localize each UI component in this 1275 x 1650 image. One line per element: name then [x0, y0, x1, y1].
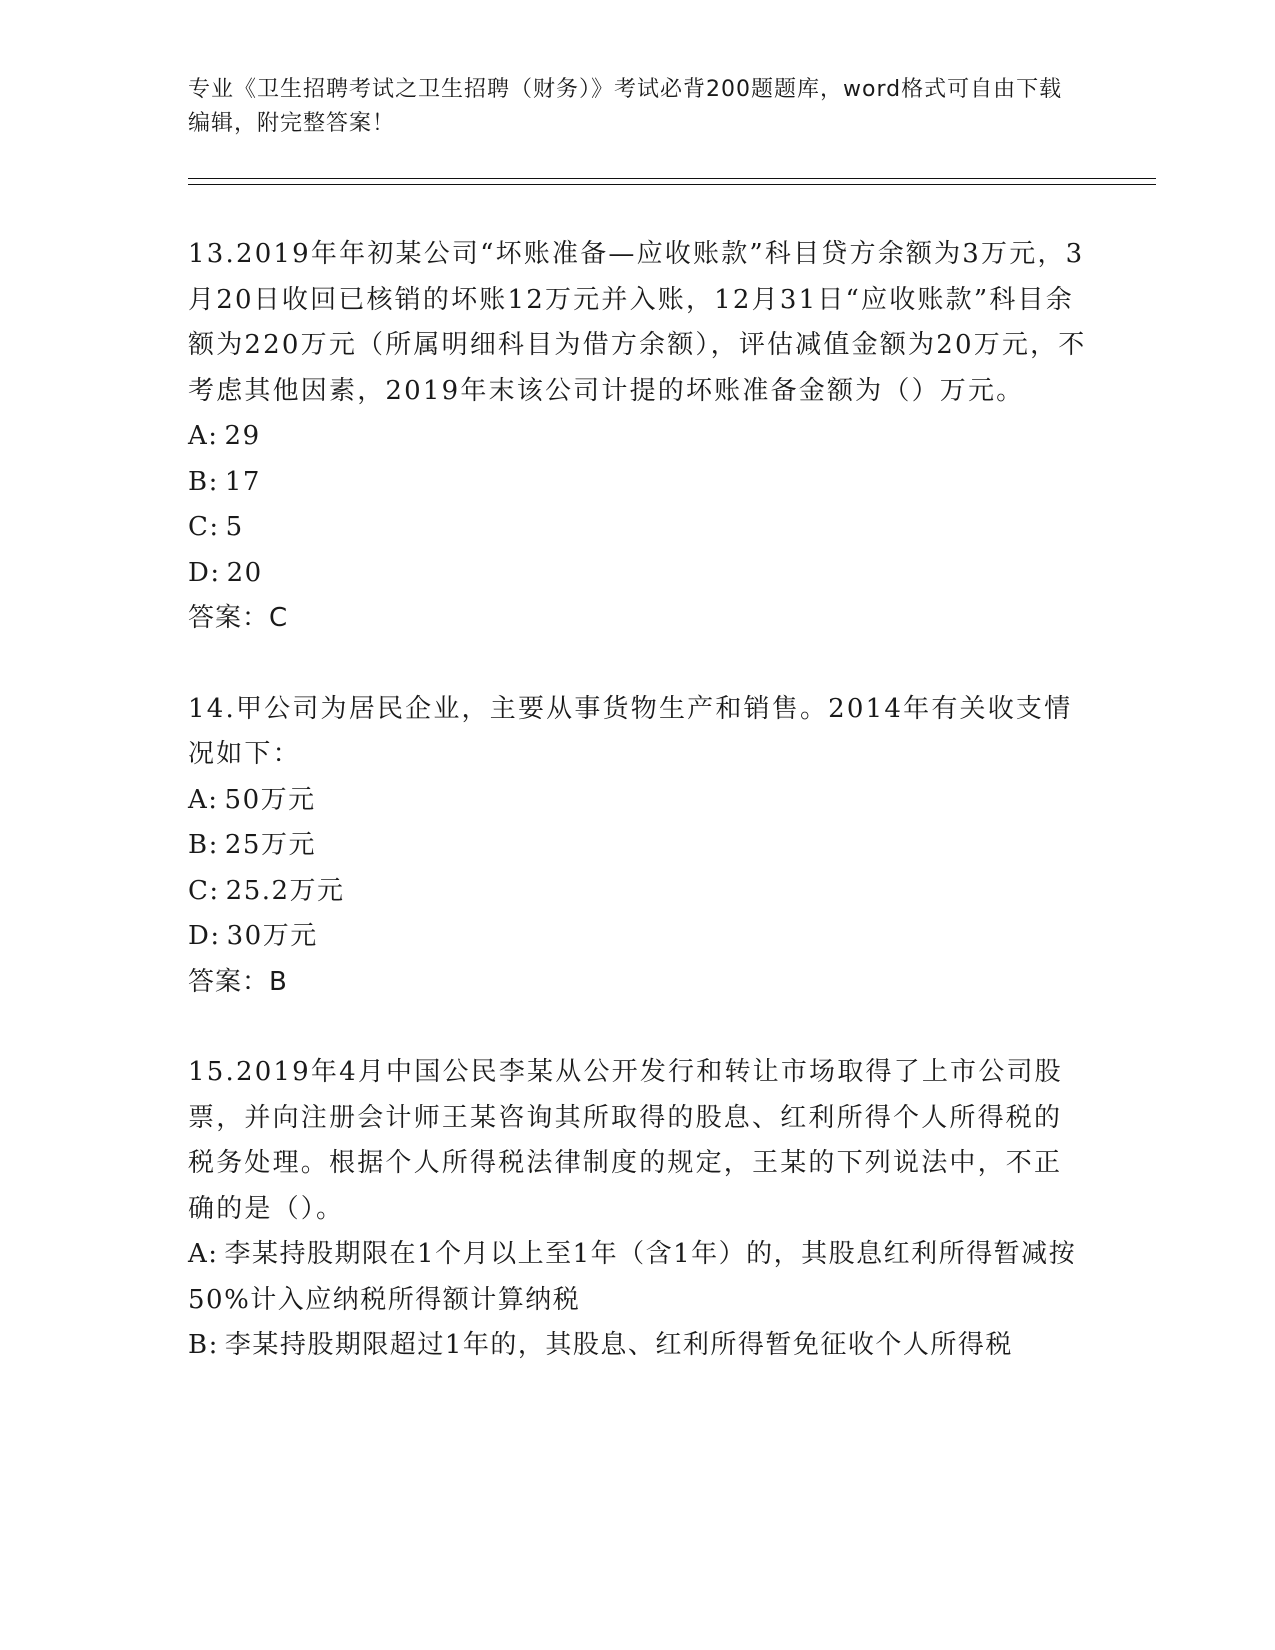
- option-b: [188, 823, 1088, 869]
- option-text: 25.2万元: [225, 875, 345, 906]
- question-list: [188, 232, 1088, 1369]
- option-letter: A:: [188, 421, 219, 451]
- option-b: [188, 1323, 1088, 1369]
- option-a: [188, 1232, 1088, 1323]
- option-d: [188, 914, 1088, 960]
- question-13: [188, 232, 1088, 642]
- question-text: 15.2019年4月中国公民李某从公开发行和转让市场取得了上市公司股票，并向注册会计师王某咨询其所取得的股息、红利所得个人所得税的税务处理。根据个人所得税法律制度的规定，王某的下列说法中，不正确的是（）。: [188, 1057, 1063, 1224]
- header-divider-bottom: [188, 184, 1156, 185]
- question-14: [188, 687, 1088, 1006]
- question-15: [188, 1050, 1088, 1369]
- question-text: 13.2019年年初某公司“坏账准备—应收账款”科目贷方余额为3万元，3月20日收回已核销的坏账12万元并入账，12月31日“应收账款”科目余额为220万元（所属明细科目为借方余额），评估减值金额为20万元，不考虑其他因素，2019年末该公司计提的坏账准备金额为（）万元。: [188, 239, 1087, 406]
- option-letter: A:: [188, 784, 219, 815]
- option-letter: D:: [188, 921, 221, 951]
- option-c: [188, 869, 1088, 915]
- document-intro: 专业《卫生招聘考试之卫生招聘（财务）》考试必背200题题库，word格式可自由下载编辑，附完整答案！: [188, 77, 1063, 136]
- option-a: [188, 414, 1088, 460]
- header-divider-top: [188, 178, 1156, 179]
- option-text: 李某持股期限超过1年的，其股息、红利所得暂免征收个人所得税: [224, 1330, 1013, 1360]
- option-text: 李某持股期限在1个月以上至1年（含1年）的，其股息红利所得暂减按50%计入应纳税所得额计算纳税: [188, 1239, 1077, 1315]
- spacer: [188, 642, 1088, 687]
- option-text: 5: [225, 512, 244, 542]
- option-text: 50万元: [224, 784, 316, 815]
- spacer: [188, 1005, 1088, 1050]
- option-a: [188, 778, 1088, 824]
- option-d: [188, 551, 1088, 597]
- option-letter: B:: [188, 1330, 219, 1360]
- option-letter: D:: [188, 557, 221, 588]
- answer-line: 答案：C: [188, 603, 289, 633]
- option-text: 30万元: [226, 921, 318, 951]
- option-letter: B:: [188, 466, 219, 497]
- option-c: [188, 505, 1088, 551]
- question-text: 14.甲公司为居民企业，主要从事货物生产和销售。2014年有关收支情况如下：: [188, 693, 1073, 769]
- option-text: 20: [226, 557, 263, 588]
- option-text: 17: [224, 466, 261, 497]
- option-b: [188, 460, 1088, 506]
- option-letter: A:: [188, 1239, 219, 1269]
- answer-line: 答案：B: [188, 966, 288, 997]
- option-text: 29: [224, 421, 261, 451]
- option-letter: C:: [188, 875, 220, 906]
- option-text: 25万元: [224, 830, 316, 860]
- option-letter: C:: [188, 512, 220, 542]
- option-letter: B:: [188, 830, 219, 860]
